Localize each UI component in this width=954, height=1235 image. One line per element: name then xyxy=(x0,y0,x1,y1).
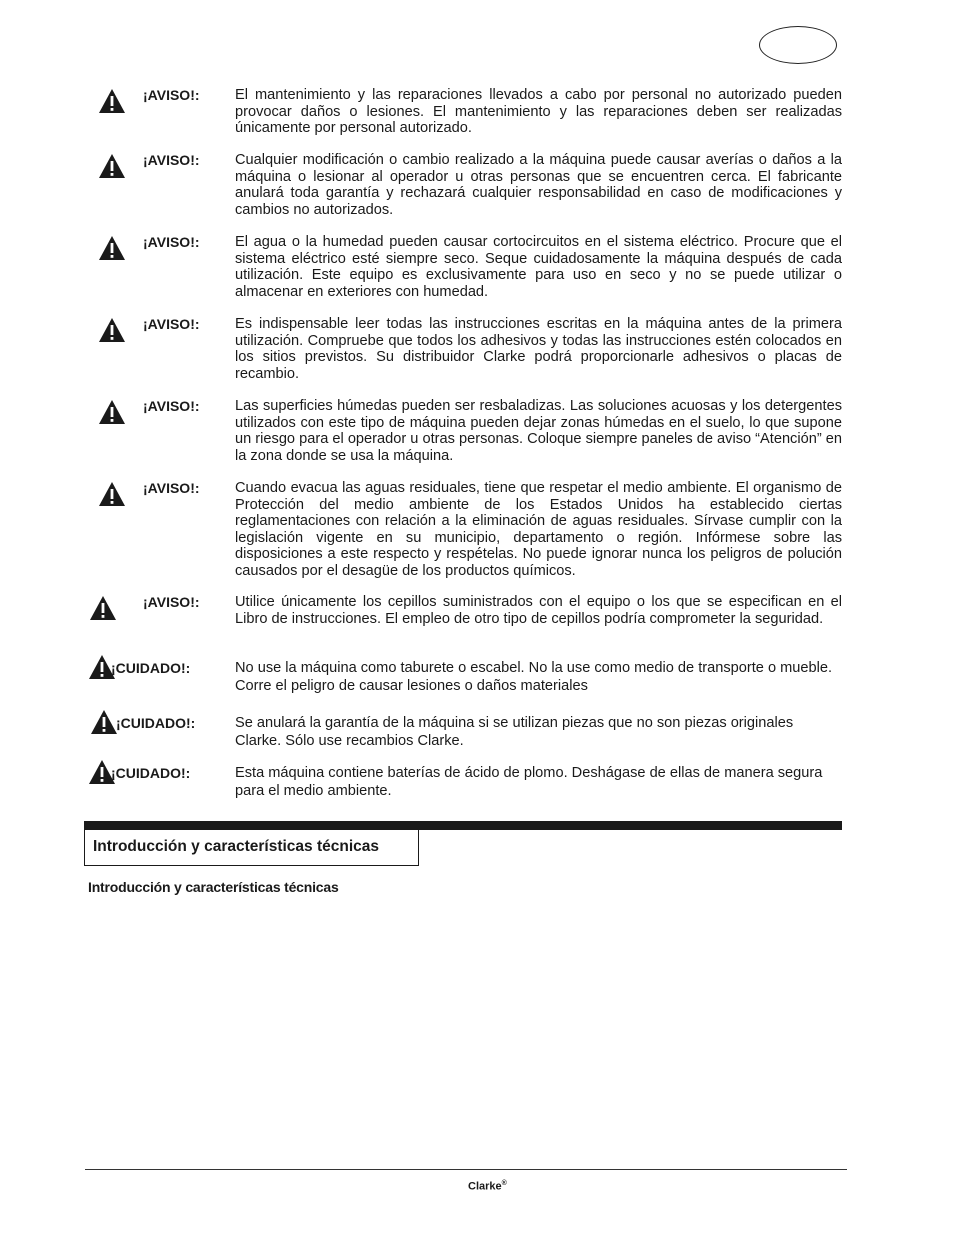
warning-triangle-icon xyxy=(98,399,126,425)
caution-text: Esta máquina contiene baterías de ácido de plomo. Deshágase de ellas de manera segura para el medio ambiente. xyxy=(235,765,823,799)
warning-label: ¡AVISO!: xyxy=(143,316,200,332)
caution-label: ¡CUIDADO!: xyxy=(111,765,191,781)
warning-text: El agua o la humedad pueden causar cortocircuitos en el sistema eléctrico. Procure que el sistema eléctrico esté siempre seco. Seque cuidadosamente la máquina después de cada utilización. Este equipo es exclusivamente para uso en seco y no se puede utilizar o almacenar en exteriores con humedad. xyxy=(235,234,842,300)
warning-triangle-icon xyxy=(98,153,126,179)
warning-text: Las superficies húmedas pueden ser resbaladizas. Las soluciones acuosas y los detergentes utilizados con este tipo de máquina pueden dejar zonas húmedas en el suelo, lo que supone un riesgo para el operador u otras personas. Coloque siempre paneles de aviso “Atención” en la zona donde se usa la máquina. xyxy=(235,398,842,464)
language-oval xyxy=(759,26,837,64)
caution-label: ¡CUIDADO!: xyxy=(116,715,196,731)
caution-text: Se anulará la garantía de la máquina si se utilizan piezas que no son piezas originales Clarke. Sólo use recambios Clarke. xyxy=(235,715,794,749)
warning-text: Cualquier modificación o cambio realizado a la máquina puede causar averías o daños a la máquina o lesionar al operador u otras personas que se encuentren cerca. El fabricante anulará toda garantía y rechazará cualquier responsabilidad en caso de modificaciones y cambios no autorizados. xyxy=(235,152,842,218)
footer-brand xyxy=(468,1180,507,1193)
warning-text: El mantenimiento y las reparaciones llevados a cabo por personal no autorizado pueden provocar daños o lesiones. El mantenimiento y las reparaciones deben ser realizadas únicamente por personal autorizado. xyxy=(235,87,842,136)
warning-label: ¡AVISO!: xyxy=(143,152,200,168)
registered-mark: ® xyxy=(501,1180,507,1187)
section-divider-bar xyxy=(84,821,842,830)
section-subheading: Introducción y características técnicas xyxy=(88,879,339,895)
warning-triangle-icon xyxy=(89,595,117,621)
caution-triangle-icon xyxy=(90,709,118,735)
warning-text: Es indispensable leer todas las instrucciones escritas en la máquina antes de la primera utilización. Compruebe que todos los adhesivos y todas las instrucciones estén colocados en los sitios previstos. Su distribuidor Clarke podrá proporcionarle adhesivos o placas de recambio. xyxy=(235,316,842,382)
warning-triangle-icon xyxy=(98,88,126,114)
section-title: Introducción y características técnicas xyxy=(93,838,380,855)
warning-triangle-icon xyxy=(98,235,126,261)
warning-text: Cuando evacua las aguas residuales, tiene que respetar el medio ambiente. El organismo de Protección del medio ambiente de los Estados Unidos ha establecido ciertas reglamentaciones con relación a la eliminación de aguas residuales. Sírvase cumplir con la legislación vigente en su municipio, departamento o región. Infórmese sobre las disposiciones a este respecto y respételas. No puede ignorar nunca los peligros de polución causados por el desagüe de los productos químicos. xyxy=(235,480,842,579)
caution-text: No use la máquina como taburete o escabel. No la use como medio de transporte o mueble. Corre el peligro de causar lesiones o daños materiales xyxy=(235,660,833,694)
caution-label: ¡CUIDADO!: xyxy=(111,660,191,676)
footer-brand-name: Clarke xyxy=(468,1180,502,1193)
warning-label: ¡AVISO!: xyxy=(143,398,200,414)
warning-label: ¡AVISO!: xyxy=(143,480,200,496)
warning-triangle-icon xyxy=(98,317,126,343)
warning-label: ¡AVISO!: xyxy=(143,234,200,250)
warning-label: ¡AVISO!: xyxy=(143,594,200,610)
warning-triangle-icon xyxy=(98,481,126,507)
warning-label: ¡AVISO!: xyxy=(143,87,200,103)
warning-text: Utilice únicamente los cepillos suministrados con el equipo o los que se especifican en el Libro de instrucciones. El empleo de otro tipo de cepillos podría comprometer la seguridad. xyxy=(235,594,842,627)
footer-rule xyxy=(85,1169,847,1170)
